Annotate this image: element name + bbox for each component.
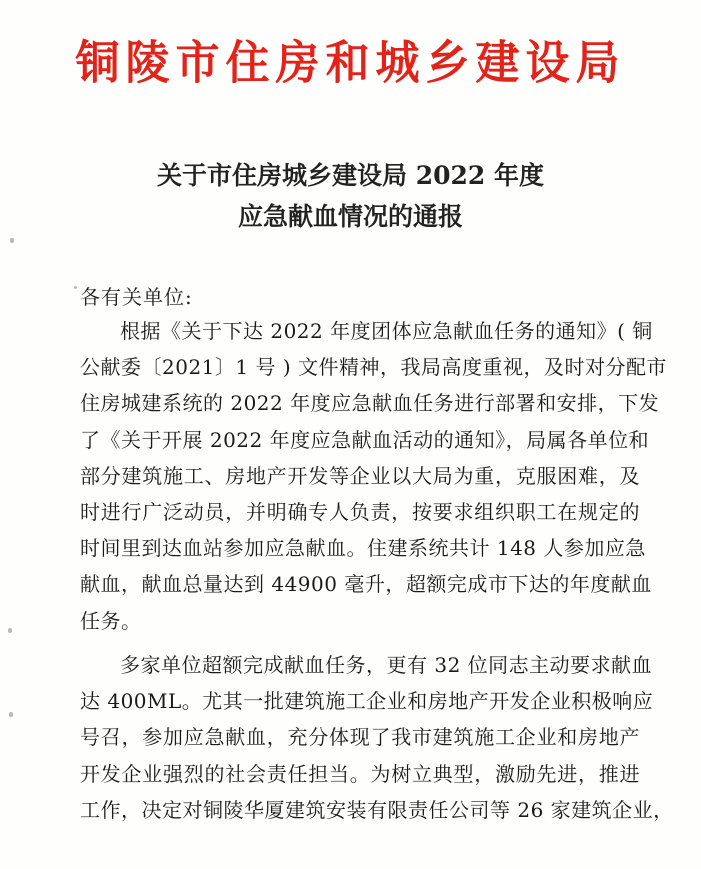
paragraph-line: 开发企业强烈的社会责任担当。为树立典型，激励先进，推进 bbox=[80, 761, 640, 786]
scan-speck bbox=[8, 628, 12, 633]
document-title-line-1: 关于市住房城乡建设局 2022 年度 bbox=[157, 161, 544, 190]
paragraph-line: 时进行广泛动员，并明确专人负责，按要求组织职工在规定的 bbox=[80, 499, 640, 524]
scan-speck bbox=[10, 238, 14, 243]
document-title-line-2: 应急献血情况的通报 bbox=[237, 202, 463, 231]
paragraph-line: 达 400ML。尤其一批建筑施工企业和房地产开发企业积极响应 bbox=[80, 689, 654, 714]
paragraph-line: 根据《关于下达 2022 年度团体应急献血任务的通知》( 铜 bbox=[120, 319, 653, 343]
paragraph-line: 多家单位超额完成献血任务，更有 32 位同志主动要求献血 bbox=[120, 653, 653, 677]
org-letterhead: 铜陵市住房和城乡建设局 bbox=[75, 36, 626, 91]
paragraph-line: 号召，参加应急献血，充分体现了我市建筑施工企业和房地产 bbox=[80, 725, 640, 750]
paragraph-line: 工作，决定对铜陵华厦建筑安装有限责任公司等 26 家建筑企业， bbox=[80, 797, 674, 822]
paragraph-1 bbox=[80, 313, 667, 639]
scan-speck bbox=[74, 286, 77, 289]
paragraph-2 bbox=[80, 647, 674, 828]
scan-speck bbox=[9, 712, 13, 717]
paragraph-line: 任务。 bbox=[80, 608, 142, 633]
paragraph-line: 献血，献血总量达到 44900 毫升，超额完成市下达的年度献血 bbox=[80, 572, 652, 597]
paragraph-line: 住房城建系统的 2022 年度应急献血任务进行部署和安排，下发 bbox=[80, 391, 660, 416]
paragraph-line: 公献委〔2021〕1 号 ) 文件精神，我局高度重视，及时对分配市 bbox=[80, 355, 667, 380]
paragraph-line: 时间里到达血站参加应急献血。住建系统共计 148 人参加应急 bbox=[80, 536, 646, 561]
paragraph-line: 了《关于开展 2022 年度应急献血活动的通知》，局属各单位和 bbox=[80, 427, 650, 452]
paragraph-line: 部分建筑施工、房地产开发等企业以大局为重，克服困难，及 bbox=[80, 463, 640, 488]
salutation: 各有关单位: bbox=[80, 285, 193, 309]
